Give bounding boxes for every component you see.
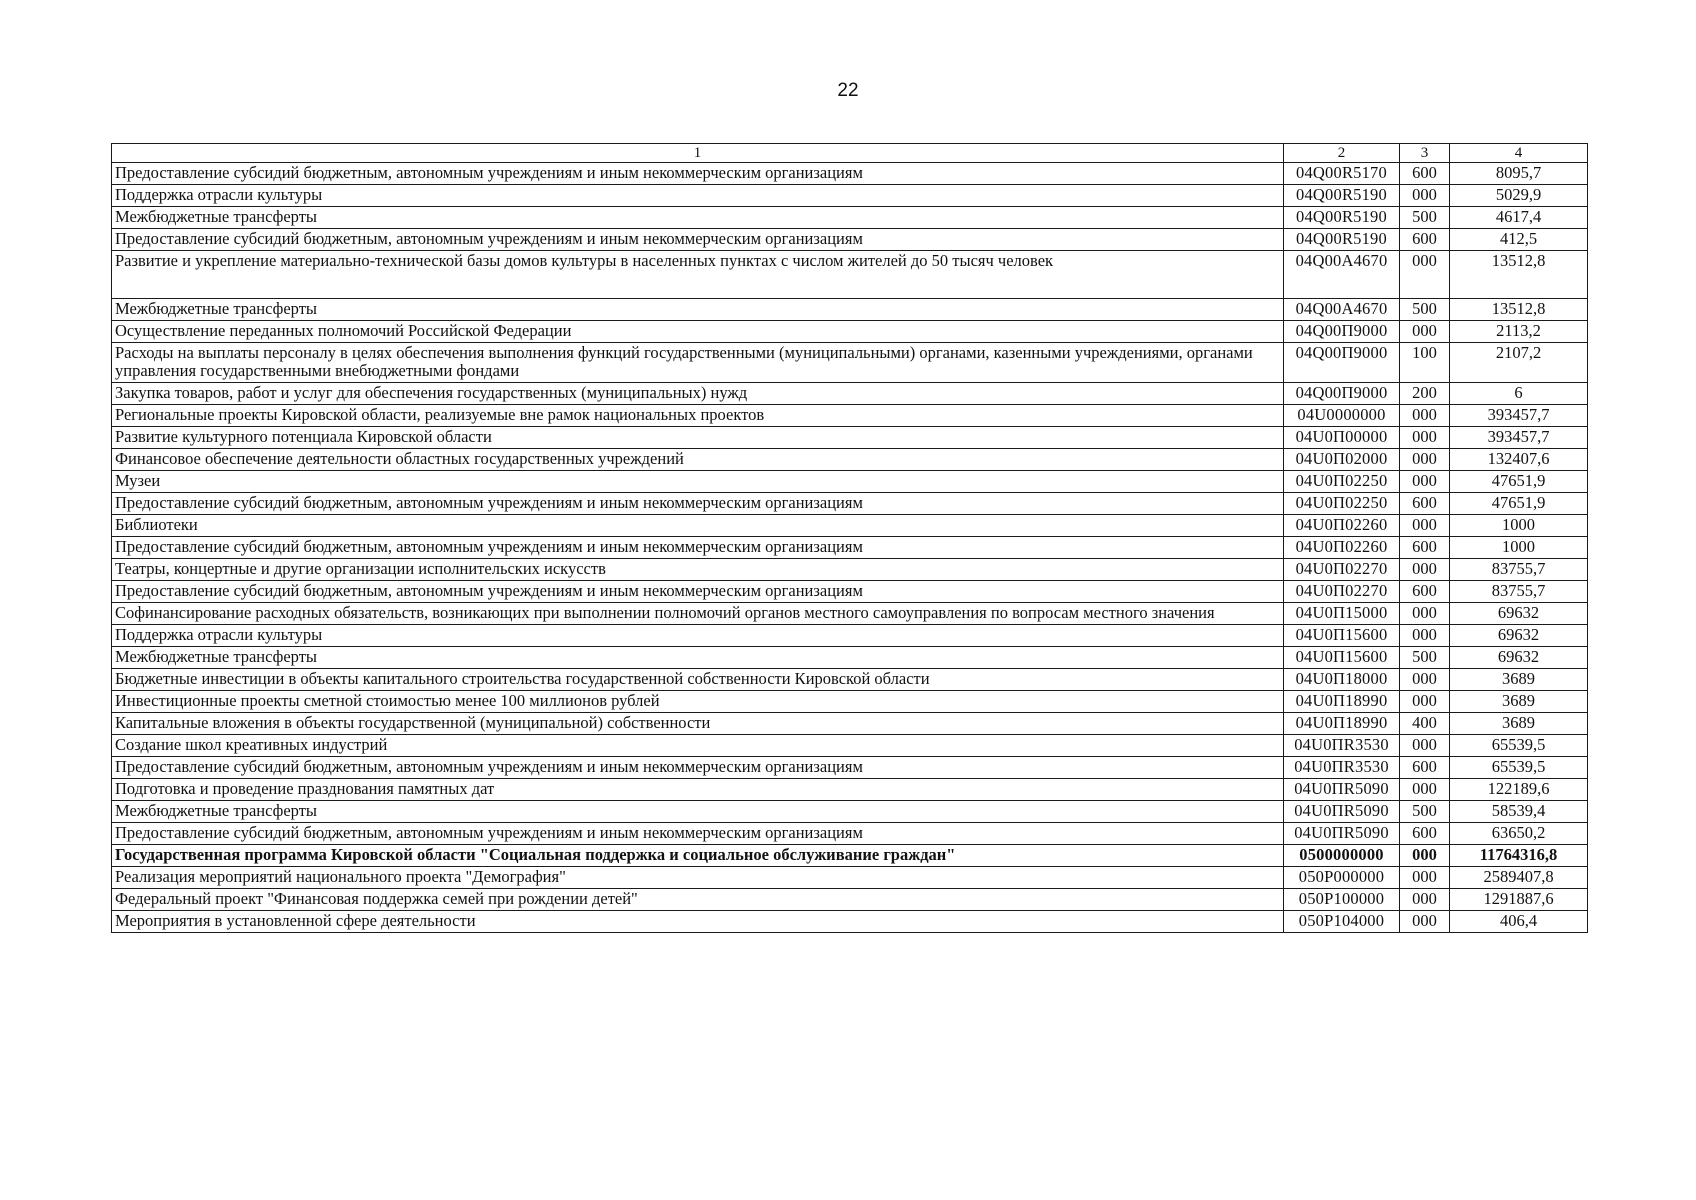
table-row <box>112 405 1588 427</box>
row-amount-cell: 3689 <box>1450 713 1588 735</box>
row-name-cell: Межбюджетные трансферты <box>112 299 1284 321</box>
table-row <box>112 867 1588 889</box>
row-type-cell: 400 <box>1400 713 1450 735</box>
row-type-cell: 000 <box>1400 321 1450 343</box>
row-amount-cell: 58539,4 <box>1450 801 1588 823</box>
row-type-cell: 100 <box>1400 343 1450 383</box>
page-number: 22 <box>837 80 859 101</box>
row-type-cell: 500 <box>1400 299 1450 321</box>
row-name-cell: Межбюджетные трансферты <box>112 647 1284 669</box>
row-amount-cell: 3689 <box>1450 691 1588 713</box>
row-code-cell: 04U0П02270 <box>1284 559 1400 581</box>
row-code-cell: 04Q00R5170 <box>1284 163 1400 185</box>
row-amount-cell: 47651,9 <box>1450 471 1588 493</box>
row-amount-cell: 393457,7 <box>1450 405 1588 427</box>
row-amount-cell: 2113,2 <box>1450 321 1588 343</box>
table-row <box>112 229 1588 251</box>
table-row <box>112 713 1588 735</box>
row-type-cell: 000 <box>1400 867 1450 889</box>
header-row <box>112 144 1588 163</box>
row-code-cell: 04U0П18000 <box>1284 669 1400 691</box>
table-row <box>112 603 1588 625</box>
table-row <box>112 537 1588 559</box>
row-code-cell: 04U0ПR3530 <box>1284 757 1400 779</box>
row-code-cell: 04U0000000 <box>1284 405 1400 427</box>
row-code-cell: 0500000000 <box>1284 845 1400 867</box>
row-code-cell: 04U0ПR5090 <box>1284 801 1400 823</box>
table-row <box>112 911 1588 933</box>
row-type-cell: 600 <box>1400 163 1450 185</box>
row-name-cell: Развитие и укрепление материально-технической базы домов культуры в населенных пунктах с числом жителей до 50 тысяч человек <box>112 251 1284 299</box>
row-name-cell: Межбюджетные трансферты <box>112 801 1284 823</box>
table-row <box>112 471 1588 493</box>
table-row <box>112 889 1588 911</box>
row-code-cell: 050P100000 <box>1284 889 1400 911</box>
row-code-cell: 04Q00R5190 <box>1284 185 1400 207</box>
row-code-cell: 04U0ПR5090 <box>1284 823 1400 845</box>
row-name-cell: Театры, концертные и другие организации исполнительских искусств <box>112 559 1284 581</box>
row-amount-cell: 83755,7 <box>1450 581 1588 603</box>
header-col-3: 3 <box>1400 144 1450 163</box>
table-row <box>112 845 1588 867</box>
row-type-cell: 000 <box>1400 185 1450 207</box>
row-amount-cell: 412,5 <box>1450 229 1588 251</box>
table-row <box>112 493 1588 515</box>
row-name-cell: Предоставление субсидий бюджетным, автономным учреждениям и иным некоммерческим организациям <box>112 537 1284 559</box>
row-type-cell: 600 <box>1400 229 1450 251</box>
row-amount-cell: 1291887,6 <box>1450 889 1588 911</box>
row-amount-cell: 393457,7 <box>1450 427 1588 449</box>
row-type-cell: 000 <box>1400 845 1450 867</box>
row-amount-cell: 65539,5 <box>1450 757 1588 779</box>
row-code-cell: 04Q00R5190 <box>1284 207 1400 229</box>
row-type-cell: 500 <box>1400 207 1450 229</box>
row-amount-cell: 132407,6 <box>1450 449 1588 471</box>
row-name-cell: Поддержка отрасли культуры <box>112 625 1284 647</box>
row-name-cell: Поддержка отрасли культуры <box>112 185 1284 207</box>
table-row <box>112 251 1588 299</box>
row-type-cell: 600 <box>1400 581 1450 603</box>
row-type-cell: 200 <box>1400 383 1450 405</box>
row-name-cell: Софинансирование расходных обязательств, возникающих при выполнении полномочий органов местного самоуправления по вопросам местного значения <box>112 603 1284 625</box>
row-name-cell: Реализация мероприятий национального проекта "Демография" <box>112 867 1284 889</box>
row-code-cell: 050P104000 <box>1284 911 1400 933</box>
row-code-cell: 050P000000 <box>1284 867 1400 889</box>
row-type-cell: 500 <box>1400 801 1450 823</box>
row-amount-cell: 69632 <box>1450 603 1588 625</box>
row-type-cell: 000 <box>1400 889 1450 911</box>
table-row <box>112 343 1588 383</box>
row-code-cell: 04U0П02000 <box>1284 449 1400 471</box>
table-row <box>112 735 1588 757</box>
row-code-cell: 04U0ПR5090 <box>1284 779 1400 801</box>
row-type-cell: 600 <box>1400 823 1450 845</box>
row-code-cell: 04U0П02270 <box>1284 581 1400 603</box>
table-body <box>112 163 1588 933</box>
row-type-cell: 000 <box>1400 427 1450 449</box>
header-col-1: 1 <box>112 144 1284 163</box>
row-amount-cell: 69632 <box>1450 625 1588 647</box>
row-type-cell: 000 <box>1400 911 1450 933</box>
table-row <box>112 427 1588 449</box>
row-name-cell: Федеральный проект "Финансовая поддержка семей при рождении детей" <box>112 889 1284 911</box>
row-type-cell: 000 <box>1400 669 1450 691</box>
row-type-cell: 000 <box>1400 691 1450 713</box>
row-amount-cell: 63650,2 <box>1450 823 1588 845</box>
table-row <box>112 321 1588 343</box>
table-row <box>112 823 1588 845</box>
row-name-cell: Предоставление субсидий бюджетным, автономным учреждениям и иным некоммерческим организациям <box>112 823 1284 845</box>
row-type-cell: 500 <box>1400 647 1450 669</box>
table-row <box>112 625 1588 647</box>
row-code-cell: 04U0П18990 <box>1284 691 1400 713</box>
row-name-cell: Закупка товаров, работ и услуг для обеспечения государственных (муниципальных) нужд <box>112 383 1284 405</box>
row-amount-cell: 1000 <box>1450 537 1588 559</box>
table-row <box>112 383 1588 405</box>
row-name-cell: Бюджетные инвестиции в объекты капитального строительства государственной собственности Кировской области <box>112 669 1284 691</box>
table-row <box>112 207 1588 229</box>
row-code-cell: 04U0П00000 <box>1284 427 1400 449</box>
row-code-cell: 04Q00A4670 <box>1284 251 1400 299</box>
row-amount-cell: 65539,5 <box>1450 735 1588 757</box>
row-name-cell: Подготовка и проведение празднования памятных дат <box>112 779 1284 801</box>
row-amount-cell: 3689 <box>1450 669 1588 691</box>
row-code-cell: 04U0П18990 <box>1284 713 1400 735</box>
row-amount-cell: 2589407,8 <box>1450 867 1588 889</box>
row-name-cell: Капитальные вложения в объекты государственной (муниципальной) собственности <box>112 713 1284 735</box>
row-amount-cell: 47651,9 <box>1450 493 1588 515</box>
row-code-cell: 04U0П02260 <box>1284 515 1400 537</box>
table-row <box>112 299 1588 321</box>
row-name-cell: Предоставление субсидий бюджетным, автономным учреждениям и иным некоммерческим организациям <box>112 229 1284 251</box>
row-code-cell: 04U0ПR3530 <box>1284 735 1400 757</box>
row-name-cell: Инвестиционные проекты сметной стоимостью менее 100 миллионов рублей <box>112 691 1284 713</box>
row-amount-cell: 69632 <box>1450 647 1588 669</box>
row-type-cell: 000 <box>1400 603 1450 625</box>
row-amount-cell: 6 <box>1450 383 1588 405</box>
row-amount-cell: 13512,8 <box>1450 299 1588 321</box>
row-name-cell: Предоставление субсидий бюджетным, автономным учреждениям и иным некоммерческим организациям <box>112 757 1284 779</box>
row-code-cell: 04U0П15000 <box>1284 603 1400 625</box>
row-code-cell: 04U0П02260 <box>1284 537 1400 559</box>
row-name-cell: Финансовое обеспечение деятельности областных государственных учреждений <box>112 449 1284 471</box>
table-row <box>112 185 1588 207</box>
table-row <box>112 515 1588 537</box>
row-name-cell: Расходы на выплаты персоналу в целях обеспечения выполнения функций государственными (муниципальными) органами, казенными учреждениями, органами управления государственными внебюджетными фондами <box>112 343 1284 383</box>
row-name-cell: Межбюджетные трансферты <box>112 207 1284 229</box>
budget-table <box>111 143 1588 933</box>
row-type-cell: 000 <box>1400 779 1450 801</box>
row-type-cell: 000 <box>1400 449 1450 471</box>
header-col-4: 4 <box>1450 144 1588 163</box>
row-type-cell: 000 <box>1400 251 1450 299</box>
row-code-cell: 04Q00П9000 <box>1284 321 1400 343</box>
row-code-cell: 04Q00П9000 <box>1284 343 1400 383</box>
row-type-cell: 000 <box>1400 735 1450 757</box>
table-row <box>112 801 1588 823</box>
row-name-cell: Библиотеки <box>112 515 1284 537</box>
row-type-cell: 000 <box>1400 405 1450 427</box>
row-code-cell: 04U0П15600 <box>1284 625 1400 647</box>
row-amount-cell: 83755,7 <box>1450 559 1588 581</box>
row-name-cell: Развитие культурного потенциала Кировской области <box>112 427 1284 449</box>
row-amount-cell: 8095,7 <box>1450 163 1588 185</box>
table-row <box>112 669 1588 691</box>
row-type-cell: 600 <box>1400 493 1450 515</box>
table-row <box>112 779 1588 801</box>
row-amount-cell: 2107,2 <box>1450 343 1588 383</box>
row-name-cell: Государственная программа Кировской области "Социальная поддержка и социальное обслуживание граждан" <box>112 845 1284 867</box>
row-amount-cell: 122189,6 <box>1450 779 1588 801</box>
header-col-2: 2 <box>1284 144 1400 163</box>
row-amount-cell: 11764316,8 <box>1450 845 1588 867</box>
row-name-cell: Региональные проекты Кировской области, реализуемые вне рамок национальных проектов <box>112 405 1284 427</box>
row-name-cell: Осуществление переданных полномочий Российской Федерации <box>112 321 1284 343</box>
row-amount-cell: 5029,9 <box>1450 185 1588 207</box>
table-row <box>112 163 1588 185</box>
row-type-cell: 600 <box>1400 537 1450 559</box>
row-name-cell: Музеи <box>112 471 1284 493</box>
row-type-cell: 000 <box>1400 515 1450 537</box>
table-row <box>112 581 1588 603</box>
row-type-cell: 000 <box>1400 471 1450 493</box>
row-name-cell: Мероприятия в установленной сфере деятельности <box>112 911 1284 933</box>
row-code-cell: 04Q00П9000 <box>1284 383 1400 405</box>
row-code-cell: 04U0П02250 <box>1284 471 1400 493</box>
table-row <box>112 691 1588 713</box>
table-row <box>112 559 1588 581</box>
row-amount-cell: 13512,8 <box>1450 251 1588 299</box>
row-name-cell: Предоставление субсидий бюджетным, автономным учреждениям и иным некоммерческим организациям <box>112 581 1284 603</box>
row-name-cell: Создание школ креативных индустрий <box>112 735 1284 757</box>
table-row <box>112 757 1588 779</box>
table-row <box>112 449 1588 471</box>
row-amount-cell: 1000 <box>1450 515 1588 537</box>
row-type-cell: 000 <box>1400 625 1450 647</box>
row-code-cell: 04Q00A4670 <box>1284 299 1400 321</box>
table-row <box>112 647 1588 669</box>
row-code-cell: 04Q00R5190 <box>1284 229 1400 251</box>
row-amount-cell: 406,4 <box>1450 911 1588 933</box>
row-name-cell: Предоставление субсидий бюджетным, автономным учреждениям и иным некоммерческим организациям <box>112 163 1284 185</box>
row-code-cell: 04U0П15600 <box>1284 647 1400 669</box>
row-type-cell: 600 <box>1400 757 1450 779</box>
row-code-cell: 04U0П02250 <box>1284 493 1400 515</box>
row-name-cell: Предоставление субсидий бюджетным, автономным учреждениям и иным некоммерческим организациям <box>112 493 1284 515</box>
row-type-cell: 000 <box>1400 559 1450 581</box>
row-amount-cell: 4617,4 <box>1450 207 1588 229</box>
